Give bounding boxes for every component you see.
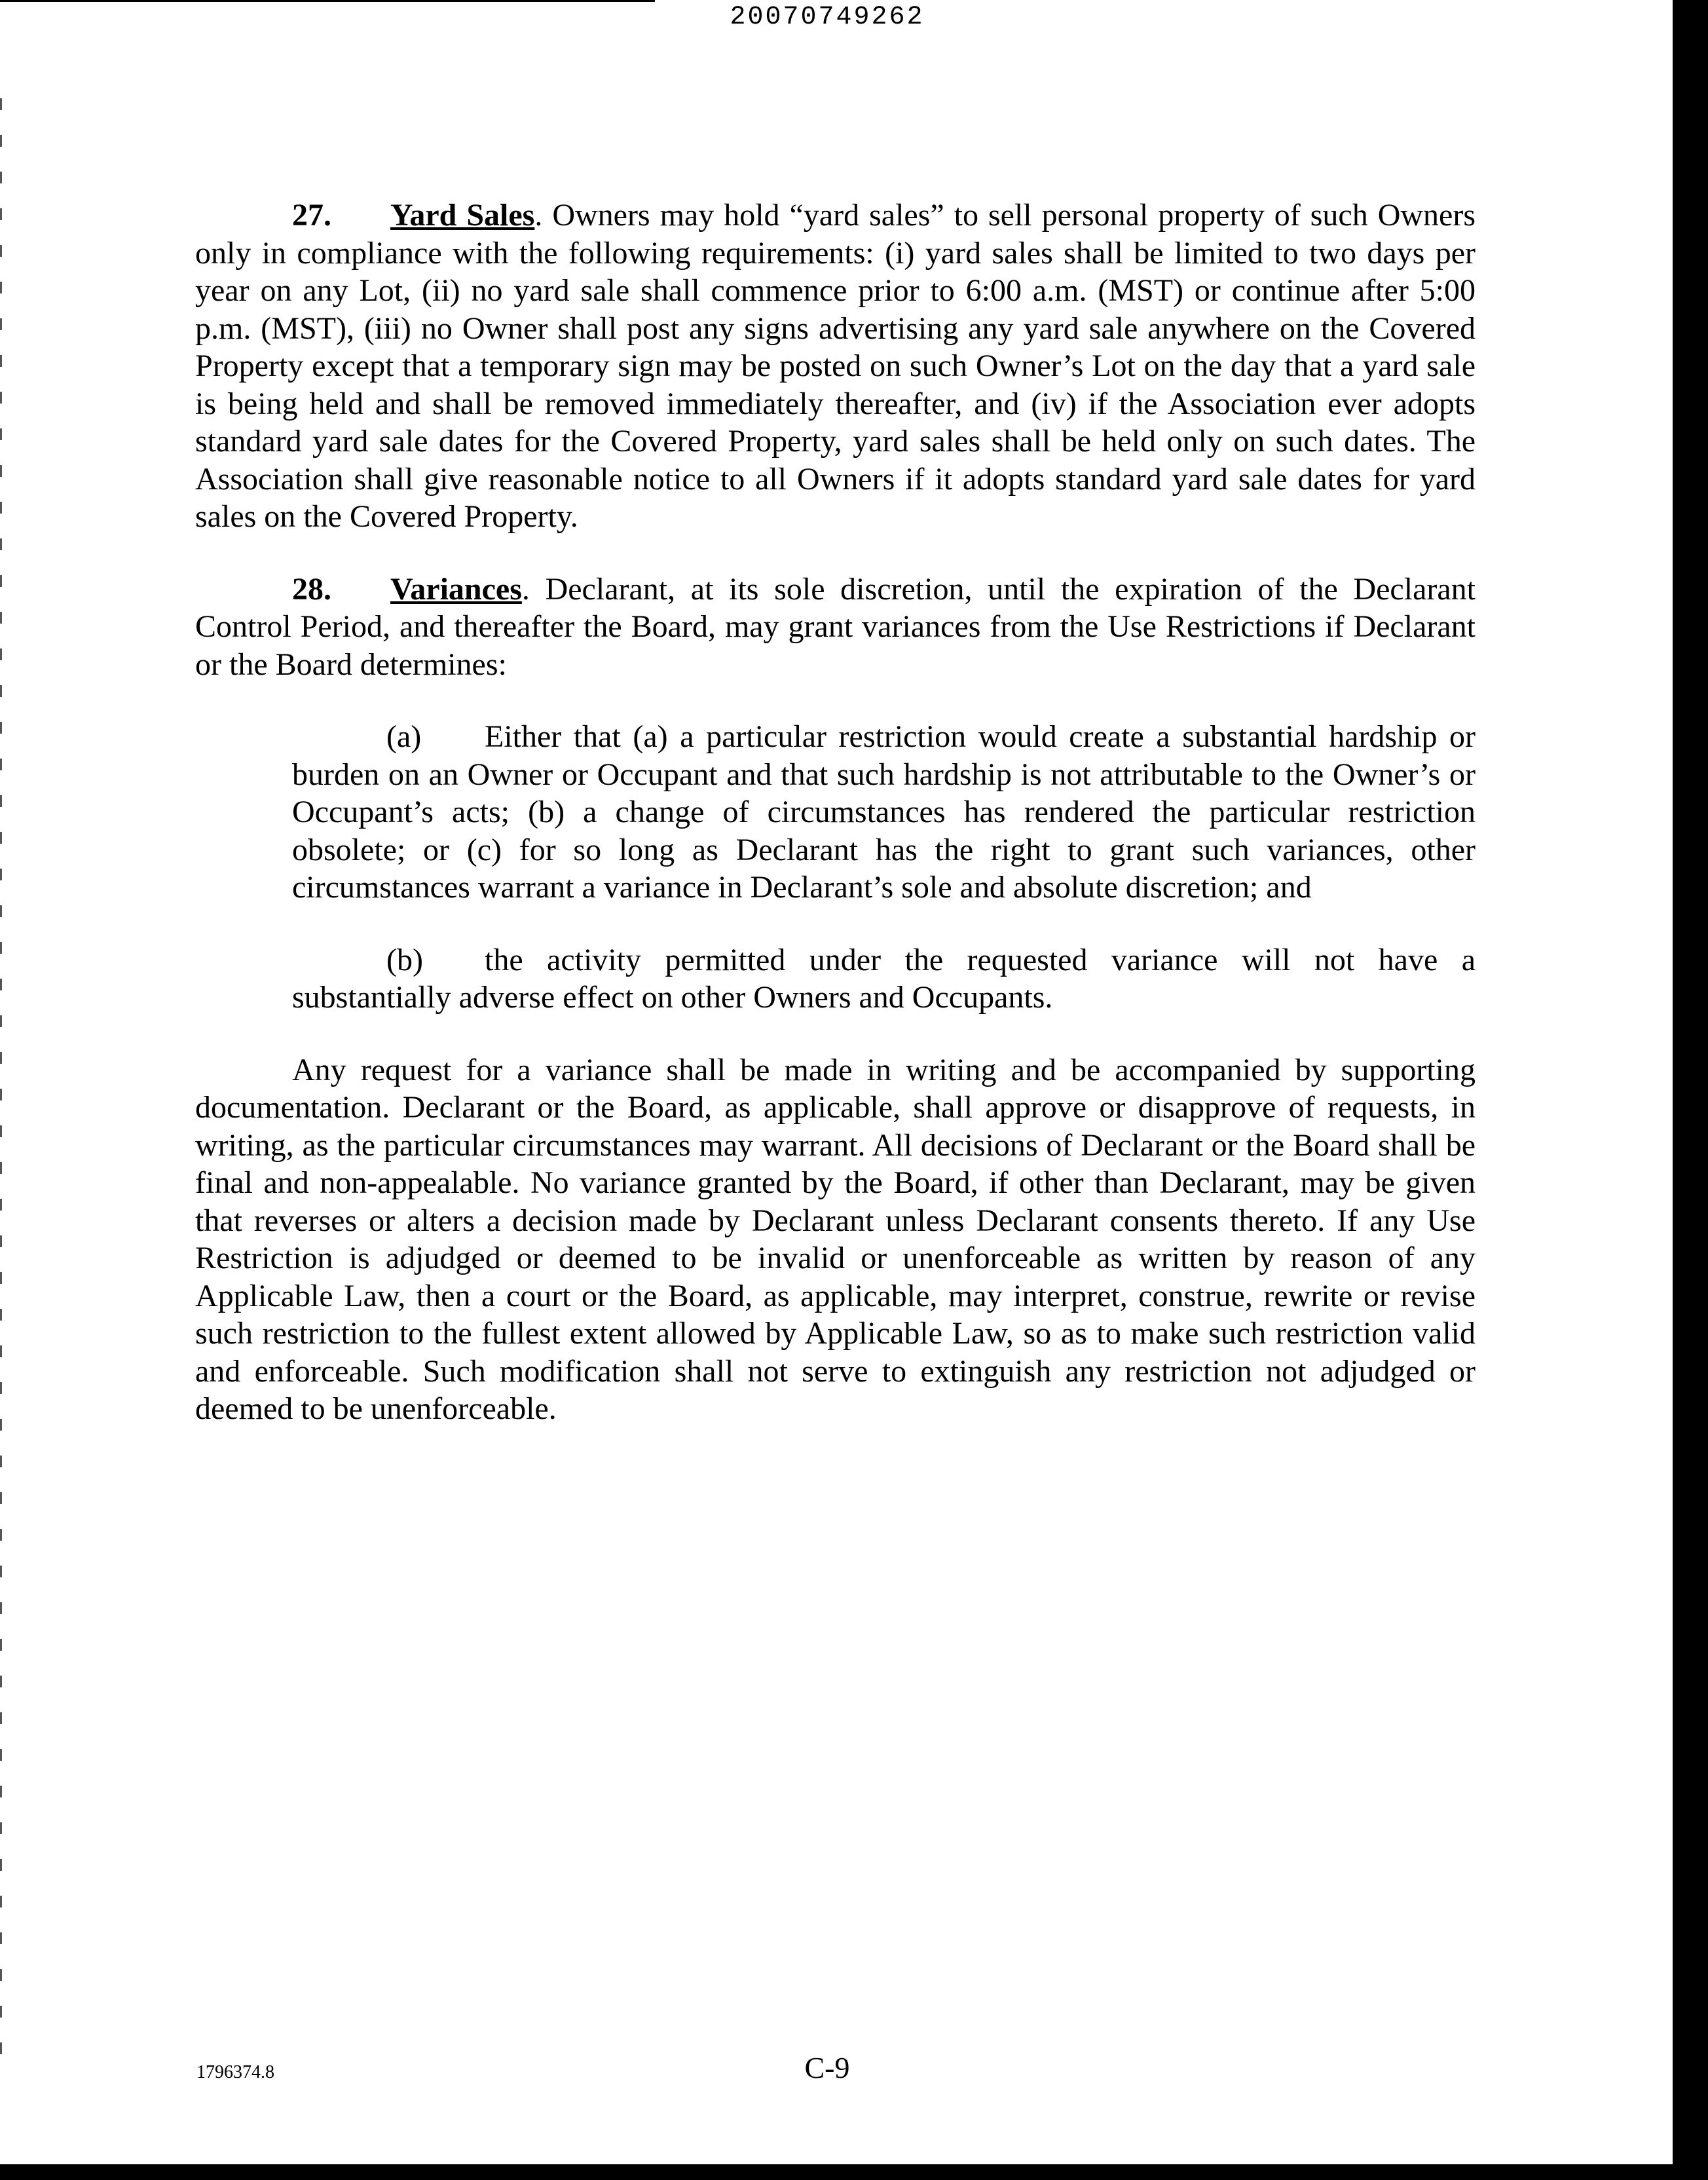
page-number: C-9 — [804, 2051, 850, 2084]
section-text: . Declarant, at its sole discretion, until the expiration of the Declarant Control Period, and thereafter the Board, may grant variances from the Use Restrictions if Declarant or the Board determines: — [195, 571, 1476, 682]
subparagraph-label: (a) — [386, 719, 422, 754]
subparagraph-label: (b) — [386, 942, 423, 977]
top-rule — [0, 0, 655, 2]
footer-document-id: 1796374.8 — [196, 2062, 274, 2082]
closing-text: Any request for a variance shall be made in writing and be accompanied by supporting documentation. Declarant or the Board, as applicable, shall approve or disapprove of requests, in writing, as the particular circumstances may warrant. All decisions of Declarant or the Board shall be final and non-appealable. No variance granted by the Board, if other than Declarant, may be given that reverses or alters a decision made by Declarant unless Declarant consents thereto. If any Use Restriction is adjudged or deemed to be invalid or unenforceable as written by reason of any Applicable Law, then a court or the Board, as applicable, may interpret, construe, rewrite or revise such restriction to the fullest extent allowed by Applicable Law, so as to make such restriction valid and enforceable. Such modification shall not serve to extinguish any restriction not adjudged or deemed to be unenforceable. — [195, 1052, 1476, 1426]
section-28-paragraph — [195, 571, 1476, 684]
subparagraph-text: the activity permitted under the requested variance will not have a substantially adverse effect on other Owners and Occupants. — [292, 942, 1476, 1015]
section-27-paragraph — [195, 197, 1476, 536]
section-number: 27. — [292, 198, 331, 233]
subparagraph-text: Either that (a) a particular restriction would create a substantial hardship or burden on an Owner or Occupant and that such hardship is not attributable to the Owner’s or Occupant’s acts; (b) a change of circumstances has rendered the particular restriction obsolete; or (c) for so long as Declarant has the right to grant such variances, other circumstances warrant a variance in Declarant’s sole and absolute discretion; and — [292, 719, 1476, 905]
subparagraph-b — [292, 941, 1476, 1017]
section-text: . Owners may hold “yard sales” to sell personal property of such Owners only in compliance with the following requirements: (i) yard sales shall be limited to two days per year on any Lot, (ii) no yard sale shall commence prior to 6:00 a.m. (MST) or continue after 5:00 p.m. (MST), (iii) no Owner shall post any signs advertising any yard sale anywhere on the Covered Property except that a temporary sign may be posted on such Owner’s Lot on the day that a yard sale is being held and shall be removed immediately thereafter, and (iv) if the Association ever adopts standard yard sale dates for the Covered Property, yard sales shall be held only on such dates. The Association shall give reasonable notice to all Owners if it adopts standard yard sale dates for yard sales on the Covered Property. — [195, 198, 1476, 534]
recording-number: 20070749262 — [730, 3, 925, 32]
left-margin-marks — [0, 98, 2, 2063]
section-heading: Yard Sales — [390, 198, 535, 233]
bottom-scan-border — [0, 2164, 1708, 2180]
document-body — [195, 197, 1476, 1463]
section-heading: Variances — [390, 571, 522, 607]
right-scan-border — [1673, 0, 1708, 2180]
section-number: 28. — [292, 571, 331, 607]
subparagraph-a — [292, 718, 1476, 907]
closing-paragraph — [195, 1051, 1476, 1428]
